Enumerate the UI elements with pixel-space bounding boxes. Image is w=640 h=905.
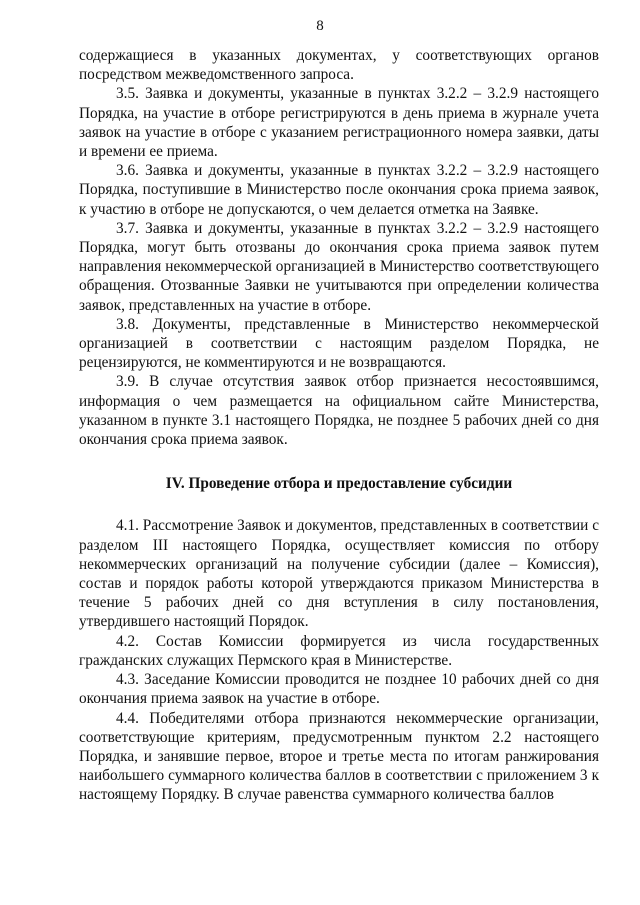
paragraph-4-3: 4.3. Заседание Комиссии проводится не позднее 10 рабочих дней со дня окончания приема заявок на участие в отборе.	[79, 671, 599, 708]
paragraph-4-1: 4.1. Рассмотрение Заявок и документов, представленных в соответствии с разделом III настоящего Порядка, осуществляет комиссия по отбору некоммерческих организаций на получение субсидии (далее – Комиссия), состав и порядок работы которой утверждаются приказом Министерства в течение 5 рабочих дней со дня вступления в силу постановления, утвердившего настоящий Порядок.	[79, 517, 599, 631]
paragraph-4-4: 4.4. Победителями отбора признаются некоммерческие организации, соответствующие критериям, предусмотренным пунктом 2.2 настоящего Порядка, и занявшие первое, второе и третье места по итогам ранжирования наибольшего суммарного количества баллов в соответствии с приложением 3 к настоящему Порядку. В случае равенства суммарного количества баллов	[79, 709, 599, 804]
paragraph-3-6: 3.6. Заявка и документы, указанные в пунктах 3.2.2 – 3.2.9 настоящего Порядка, поступившие в Министерство после окончания срока приема заявок, к участию в отборе не допускаются, о чем делается отметка на Заявке.	[79, 162, 599, 218]
paragraph-continuation: содержащиеся в указанных документах, у соответствующих органов посредством межведомственного запроса.	[79, 47, 599, 84]
paragraph-3-5: 3.5. Заявка и документы, указанные в пунктах 3.2.2 – 3.2.9 настоящего Порядка, на участие в отборе регистрируются в день приема в журнале учета заявок на участие в отборе с указанием регистрационного номера заявки, даты и времени ее приема.	[79, 85, 599, 161]
document-body	[79, 46, 599, 805]
paragraph-3-7: 3.7. Заявка и документы, указанные в пунктах 3.2.2 – 3.2.9 настоящего Порядка, могут быть отозваны до окончания срока приема заявок путем направления некоммерческой организацией в Министерство соответствующего обращения. Отозванные Заявки не учитываются при определении количества заявок, представленных на участие в отборе.	[79, 219, 599, 314]
page-number: 8	[316, 18, 324, 34]
section-heading: IV. Проведение отбора и предоставление субсидии	[165, 475, 513, 493]
paragraph-4-2: 4.2. Состав Комиссии формируется из числа государственных гражданских служащих Пермского края в Министерстве.	[79, 632, 599, 669]
paragraph-3-9: 3.9. В случае отсутствия заявок отбор признается несостоявшимся, информация о чем размещается на официальном сайте Министерства, указанном в пункте 3.1 настоящего Порядка, не позднее 5 рабочих дней со дня окончания срока приема заявок.	[79, 373, 599, 449]
paragraph-3-8: 3.8. Документы, представленные в Министерство некоммерческой организацией в соответствии с настоящим разделом Порядка, не рецензируются, не комментируются и не возвращаются.	[79, 315, 599, 372]
